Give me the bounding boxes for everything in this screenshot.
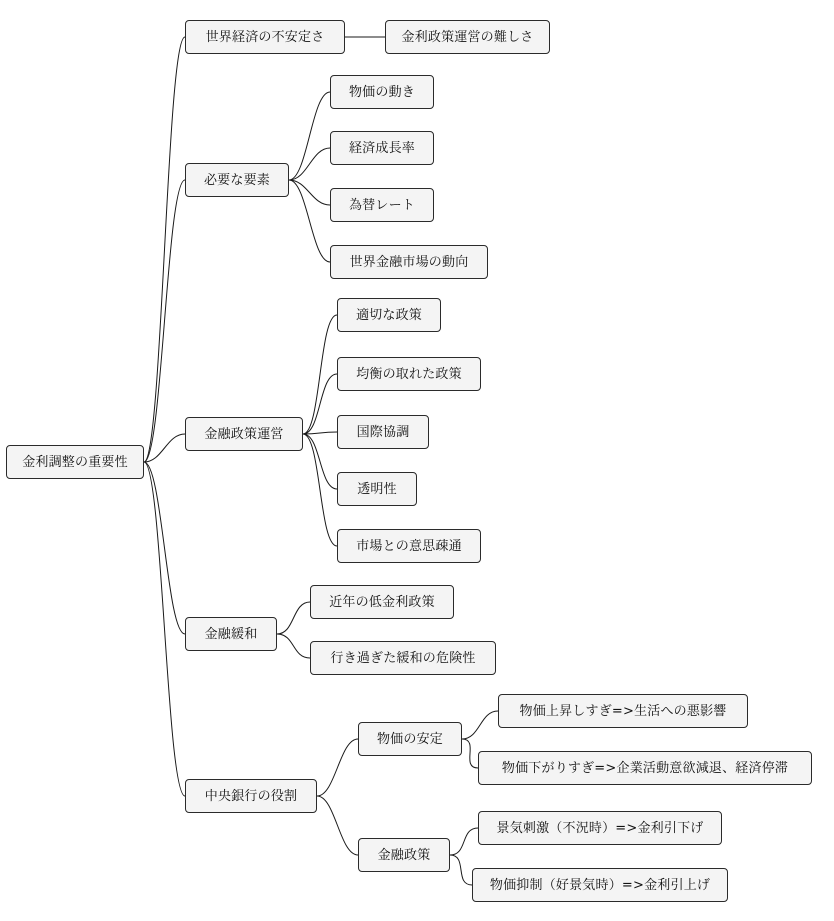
mindmap-node[interactable]: 為替レート <box>330 188 434 222</box>
mindmap-edge <box>303 434 337 489</box>
mindmap-edge <box>317 796 358 855</box>
mindmap-edge <box>303 432 337 434</box>
mindmap-node[interactable]: 経済成長率 <box>330 131 434 165</box>
mindmap-node[interactable]: 市場との意思疎通 <box>337 529 481 563</box>
mindmap-edge <box>450 855 472 885</box>
mindmap-node[interactable]: 景気刺激（不況時）=>金利引下げ <box>478 811 722 845</box>
mindmap-node[interactable]: 近年の低金利政策 <box>310 585 454 619</box>
mindmap-node[interactable]: 物価抑制（好景気時）=>金利引上げ <box>472 868 728 902</box>
mindmap-edge <box>289 180 330 262</box>
mindmap-node[interactable]: 国際協調 <box>337 415 429 449</box>
mindmap-edge <box>303 374 337 434</box>
mindmap-node[interactable]: 金融政策 <box>358 838 450 872</box>
mindmap-node[interactable]: 必要な要素 <box>185 163 289 197</box>
mindmap-node[interactable]: 世界金融市場の動向 <box>330 245 488 279</box>
mindmap-node[interactable]: 世界経済の不安定さ <box>185 20 345 54</box>
mindmap-node[interactable]: 金融緩和 <box>185 617 277 651</box>
mindmap-node[interactable]: 物価の安定 <box>358 722 462 756</box>
mindmap-edge <box>303 315 337 434</box>
mindmap-node[interactable]: 均衡の取れた政策 <box>337 357 481 391</box>
mindmap-edge <box>289 180 330 205</box>
mindmap-edge <box>144 462 185 796</box>
mindmap-edge <box>462 711 498 739</box>
mindmap-edge <box>462 739 478 768</box>
mindmap-node[interactable]: 適切な政策 <box>337 298 441 332</box>
mindmap-edge <box>144 462 185 634</box>
mindmap-node[interactable]: 物価下がりすぎ=>企業活動意欲減退、経済停滞 <box>478 751 812 785</box>
mindmap-node[interactable]: 物価の動き <box>330 75 434 109</box>
mindmap-root-node[interactable]: 金利調整の重要性 <box>6 445 144 479</box>
mindmap-edge <box>450 828 478 855</box>
mindmap-node[interactable]: 金融政策運営 <box>185 417 303 451</box>
mindmap-edge <box>144 434 185 462</box>
mindmap-edge <box>277 602 310 634</box>
mindmap-edge <box>144 180 185 462</box>
mindmap-edge <box>289 148 330 180</box>
mindmap-node[interactable]: 透明性 <box>337 472 417 506</box>
mindmap-node[interactable]: 行き過ぎた緩和の危険性 <box>310 641 496 675</box>
mindmap-edge <box>303 434 337 546</box>
mindmap-node[interactable]: 中央銀行の役割 <box>185 779 317 813</box>
mindmap-edge <box>277 634 310 658</box>
mindmap-edge <box>317 739 358 796</box>
mindmap-edge <box>289 92 330 180</box>
mindmap-edge <box>144 37 185 462</box>
mindmap-node[interactable]: 物価上昇しすぎ=>生活への悪影響 <box>498 694 748 728</box>
mindmap-node[interactable]: 金利政策運営の難しさ <box>385 20 550 54</box>
